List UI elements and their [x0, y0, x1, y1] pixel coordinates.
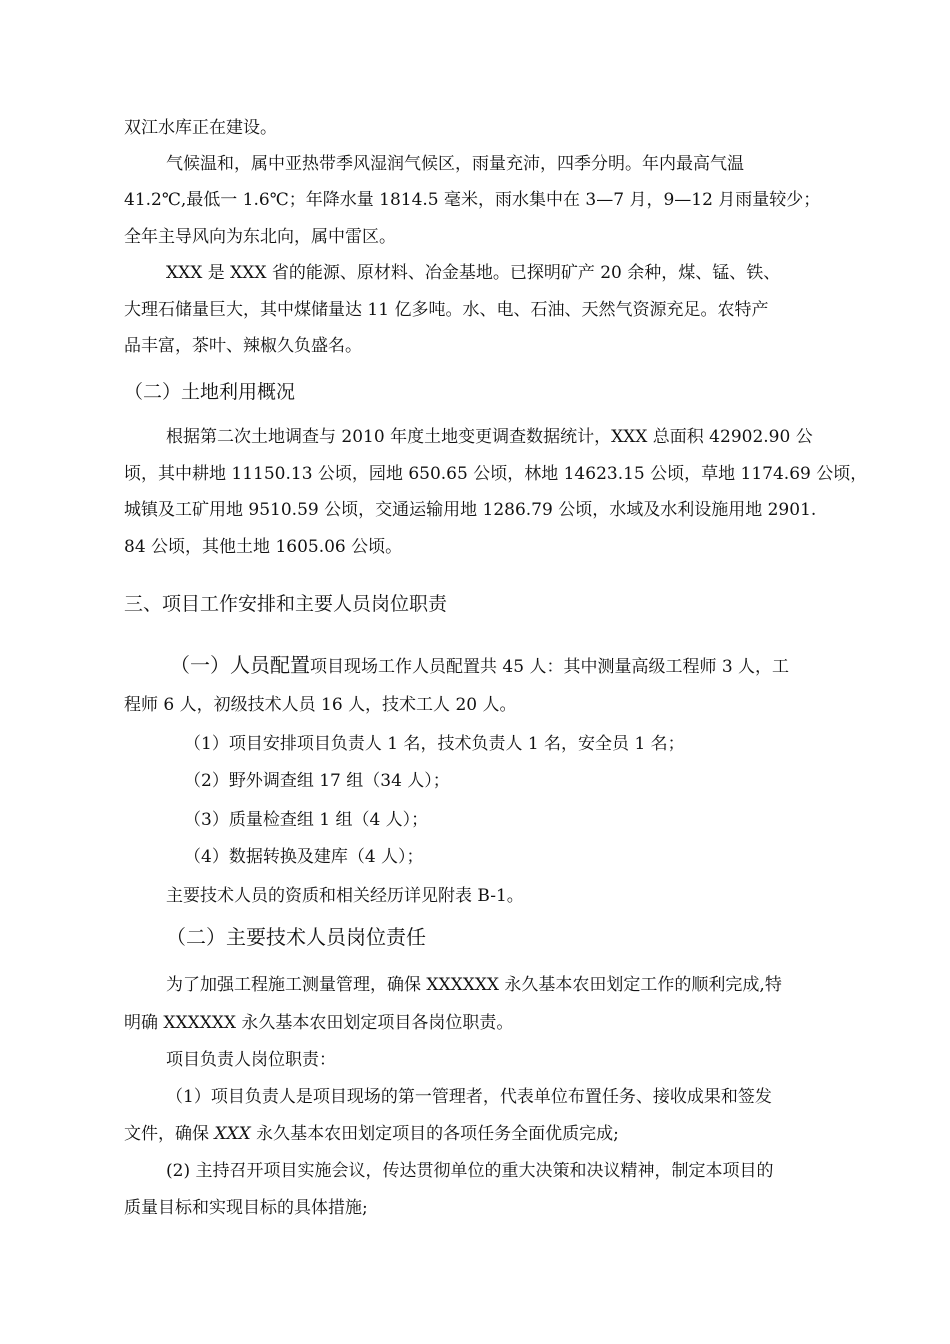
- paragraph-line: 项目负责人岗位职责：: [166, 1050, 336, 1070]
- paragraph-line: 气候温和，属中亚热带季风湿润气候区，雨量充沛，四季分明。年内最高气温: [166, 154, 744, 174]
- paragraph-line: [170, 653, 789, 679]
- list-item: （1）项目安排项目负责人 1 名，技术负责人 1 名，安全员 1 名；: [184, 734, 685, 754]
- paragraph-line: 顷，其中耕地 11150.13 公顷，园地 650.65 公顷，林地 14623.15 公顷，草地 1174.69 公顷，: [124, 464, 868, 484]
- paragraph-line: 大理石储量巨大，其中煤储量达 11 亿多吨。水、电、石油、天然气资源充足。农特产: [124, 300, 769, 320]
- paragraph-text: 文件，确保: [124, 1124, 215, 1144]
- paragraph-line: 全年主导风向为东北向，属中雷区。: [124, 227, 396, 247]
- paragraph-line: 品丰富，茶叶、辣椒久负盛名。: [124, 336, 362, 356]
- paragraph-text: 项目现场工作人员配置共 45 人：其中测量高级工程师 3 人，工: [310, 657, 790, 677]
- paragraph-line: 根据第二次土地调查与 2010 年度土地变更调查数据统计，XXX 总面积 42902.90 公: [166, 427, 813, 447]
- list-item: （1）项目负责人是项目现场的第一管理者，代表单位布置任务、接收成果和签发: [166, 1087, 772, 1107]
- paragraph-line: 明确 XXXXXX 永久基本农田划定项目各岗位职责。: [124, 1013, 514, 1033]
- paragraph-line: 41.2℃,最低一 1.6℃；年降水量 1814.5 毫米，雨水集中在 3—7 月，9—12 月雨量较少；: [124, 190, 821, 210]
- paragraph-line: 84 公顷，其他土地 1605.06 公顷。: [124, 537, 403, 557]
- paragraph-line: 双江水库正在建设。: [124, 118, 277, 138]
- paragraph-line: 为了加强工程施工测量管理，确保 XXXXXX 永久基本农田划定工作的顺利完成,特: [166, 975, 782, 995]
- section-heading-land-use: （二）土地利用概况: [124, 381, 296, 403]
- list-item: （4）数据转换及建库（4 人）；: [184, 847, 424, 867]
- list-item: (2) 主持召开项目实施会议，传达贯彻单位的重大决策和决议精神，制定本项目的: [166, 1161, 774, 1181]
- paragraph-line: 质量目标和实现目标的具体措施;: [124, 1198, 368, 1218]
- paragraph-line: 城镇及工矿用地 9510.59 公顷，交通运输用地 1286.79 公顷，水域及水利设施用地 2901.: [124, 500, 817, 520]
- paragraph-line: [124, 1122, 619, 1146]
- paragraph-line: 程师 6 人，初级技术人员 16 人，技术工人 20 人。: [124, 695, 517, 715]
- paragraph-line: XXX 是 XXX 省的能源、原材料、冶金基地。已探明矿产 20 余种，煤、锰、铁、: [166, 263, 781, 283]
- paragraph-text: 永久基本农田划定项目的各项任务全面优质完成;: [250, 1124, 619, 1144]
- list-item: （3）质量检查组 1 组（4 人）；: [184, 810, 429, 830]
- paragraph-text-italic: XXX: [214, 1124, 251, 1144]
- chapter-heading-project-arrangement: 三、项目工作安排和主要人员岗位职责: [124, 593, 448, 615]
- subheading-staffing: （一）人员配置: [170, 653, 310, 677]
- subheading-responsibilities: （二）主要技术人员岗位责任: [166, 925, 426, 949]
- list-item: （2）野外调查组 17 组（34 人）；: [184, 771, 450, 791]
- paragraph-line: 主要技术人员的资质和相关经历详见附表 B-1。: [166, 886, 524, 906]
